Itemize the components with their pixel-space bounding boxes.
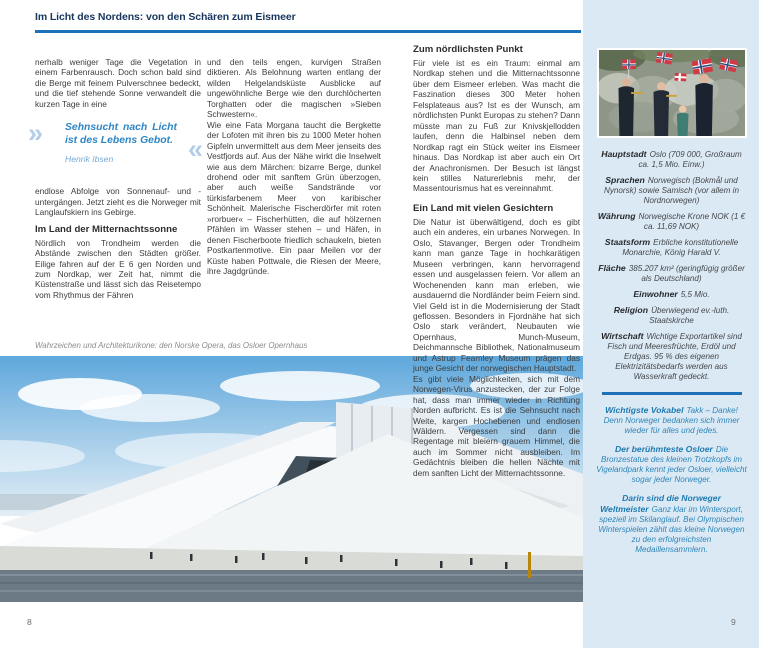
body-paragraph: nerhalb weniger Tage die Vegetation in einem Farbenrausch. Doch schon bald sind die Berge mit feinem Pulverschnee bedeckt, und die tief stehende Sonne verwandelt die kurzen Tage in eine: [35, 57, 201, 109]
text-column-1: [28, 57, 203, 300]
fact-religion: [596, 305, 747, 326]
pull-quote-author: Henrik Ibsen: [65, 154, 114, 165]
note-title: Darin sind die Norweger Weltmeister: [600, 493, 721, 514]
text-column-2: [207, 57, 381, 277]
parade-photo: [597, 48, 747, 138]
note-vokabel: [596, 405, 747, 436]
note-text: Ganz klar im Wintersport, speziell im Skilanglauf. Bei Olympischen Winterspielen zählt das kleine Norwegen zu den erfolgreichsten Medaillensammlern.: [598, 505, 745, 554]
fact-flaeche: [596, 263, 747, 284]
quote-open-icon: »: [28, 118, 44, 149]
facts-list: [596, 149, 747, 382]
fact-value: 5,5 Mio.: [680, 290, 710, 299]
quote-close-icon: «: [187, 134, 203, 165]
fact-value: Norwegische Krone NOK (1 € ca. 11,69 NOK): [638, 212, 746, 231]
fact-label: Hauptstadt: [601, 149, 647, 159]
body-paragraph: Die Natur ist überwältigend, doch es gibt auch ein anderes, ein urbanes Norwegen. In Oslo, Stavanger, Bergen oder Trondheim kann man ganze Tage in hochkarätigen Museen verbringen, kann hervorragend essen und ausgelassen feiern. Vor allem an Wochenenden kann man erleben, wie ausdauernd die Nordländer beim Feiern sind. Viel Geld ist in die Modernisierung der Stadt geflossen. Besonders in Fjordnähe hat sich Oslo stark verändert, Neubauten wie Opernhaus, Munch-Museum, Deichmannsche Bibliothek, Nationalmuseum und Astrup Fearnley Museum prägen das junge Gesicht der norwegischen Hauptstadt.: [413, 216, 580, 374]
note-text: Takk – Danke! Denn Norweger bedanken sich immer wieder für alles und jedes.: [603, 406, 740, 435]
section-heading: Ein Land mit vielen Gesichtern: [413, 202, 554, 214]
header-rule: [35, 30, 581, 33]
body-paragraph: Wie eine Fata Morgana taucht die Bergkette der Lofoten mit ihren bis zu 1000 Meter hohen Gipfeln unvermittelt aus dem Meer jenseits des Vestfjords auf. Aus der Nähe wirkt die Inselwelt wie aus dem Märchen: bizarre Berge, dunkel drohend oder mit sanftem Grün überzogen, aber auch weiße Sandstrände vor türkisfarbenem Meer von karibischer Schönheit. Malerische Fischerdörfer mit roten »rorbuer« – Fischerhütten, die auf hölzernen Pfählen im Wasser stehen – und Häfen, in denen Fischerboote friedlich schaukeln, bieten Postkartenmotive. Ein paar Meilen vor der Küste haben Pottwale, die Riesen der Meere, ihre Jagdgründe.: [207, 119, 381, 277]
note-text: Die Bronzestatue des kleinen Trotzkopfs im Vigelandpark kennt jeder Osloer, vielleicht sogar jeder Norweger.: [596, 445, 747, 484]
body-paragraph: endlose Abfolge von Sonnenauf- und -untergängen. Jetzt zieht es die Norweger mit Langlaufskiern ins Gebirge.: [35, 186, 201, 218]
fact-label: Religion: [613, 305, 649, 315]
fact-value: Wichtige Exportartikel sind Fisch und Meeresfrüchte, Erdöl und Erdgas. 95 % des eigenen Elektrizitätsbedarfs werden aus Wasserkraft gedeckt.: [607, 332, 742, 381]
body-paragraph: und den teils engen, kurvigen Straßen diktieren. Als Belohnung warten entlang der wilden Helgelandsküste Ausblicke auf ungewöhnliche Berge wie den durchlöcherten Torghatten oder die magischen »Sieben Schwestern«.: [207, 57, 381, 120]
page-number-right: 9: [731, 617, 736, 627]
fact-label: Einwohner: [633, 289, 678, 299]
fact-label: Sprachen: [605, 175, 645, 185]
photo-caption: Wahrzeichen und Architekturikone: den Norske Opera, das Osloer Opernhaus: [35, 341, 308, 350]
fact-wirtschaft: [596, 331, 747, 382]
parade-illustration: [599, 50, 745, 136]
fact-value: Erbliche konstitutionelle Monarchie, König Harald V.: [622, 238, 739, 257]
page-number-left: 8: [27, 617, 32, 627]
text-column-3: [413, 44, 580, 478]
note-title: Wichtigste Vokabel: [605, 405, 684, 415]
section-heading: Im Land der Mitternachtssonne: [35, 223, 178, 235]
notes-list: [596, 405, 747, 555]
pull-quote: [28, 118, 203, 177]
fact-einwohner: [596, 289, 747, 300]
page-header-title: Im Licht des Nordens: von den Schären zum Eismeer: [35, 11, 296, 23]
body-paragraph: Nördlich von Trondheim werden die Abstände zwischen den Städten größer. Eilige fahren auf der E 6 gen Norden und zum Nordkap, wer Zeit hat, nimmt die Küstenstraße und lässt sich das Reisetempo vom Rhythmus der Fähren: [35, 237, 201, 300]
fact-value: Norwegisch (Bokmål und Nynorsk) sowie Samisch (vor allem in Nordnorwegen): [604, 176, 739, 205]
note-weltmeister: [596, 493, 747, 555]
panel-divider: [602, 392, 742, 395]
fact-sprachen: [596, 175, 747, 206]
pull-quote-text: Sehnsucht nach Licht ist des Lebens Gebot.: [65, 122, 177, 147]
body-paragraph: Für viele ist es ein Traum: einmal am Nordkap stehen und die Mitternachtssonne über dem Eismeer erleben. Was macht die Faszination dieses 300 Meter hohen Felsplateaus aus? Ist es der Wunsch, am nördlichsten Punkt Europas zu stehen? Dann müsste man zu Fuß zur Knivskjellodden laufen, denn die Halbinsel neben dem Nordkap ragt ein Stück weiter ins Eismeer hinaus. Das Nordkap ist aber auch ein Ort der Anachronismen. Der Besuch ist längst kein stilles Naturerlebnis mehr, der Massentourismus hat es vereinnahmt.: [413, 58, 580, 194]
section-heading: Zum nördlichsten Punkt: [413, 44, 523, 55]
body-paragraph: Es gibt viele Möglichkeiten, sich mit dem Norwegen-Virus anzustecken, der zur Folge hat, dass man immer wieder in Richtung Norden aufbricht. Es ist die Sehnsucht nach Weite, kargen Hochebenen und endlosen Wäldern. Vergessen sind dann die Regentage mit bleiern grauem Himmel, die auch im Sommer nicht ausbleiben. Im Gedächtnis bleiben die hellen Nächte mit dem sanften Licht der Mitternachtssonne.: [413, 373, 580, 478]
note-osloer: [596, 444, 747, 485]
fact-value: Oslo (709 000, Großraum ca. 1,5 Mio. Einw.): [638, 150, 742, 169]
fact-waehrung: [596, 211, 747, 232]
at-a-glance-panel: [583, 0, 759, 648]
fact-label: Währung: [597, 211, 636, 221]
fact-hauptstadt: [596, 149, 747, 170]
note-title: Der berühmteste Osloer: [614, 444, 713, 454]
fact-label: Fläche: [598, 263, 626, 273]
fact-value: Überwiegend ev.-luth. Staatskirche: [649, 306, 730, 325]
fact-label: Staatsform: [604, 237, 651, 247]
fact-label: Wirtschaft: [601, 331, 644, 341]
fact-value: 385.207 km² (geringfügig größer als Deutschland): [628, 264, 745, 283]
fact-staatsform: [596, 237, 747, 258]
